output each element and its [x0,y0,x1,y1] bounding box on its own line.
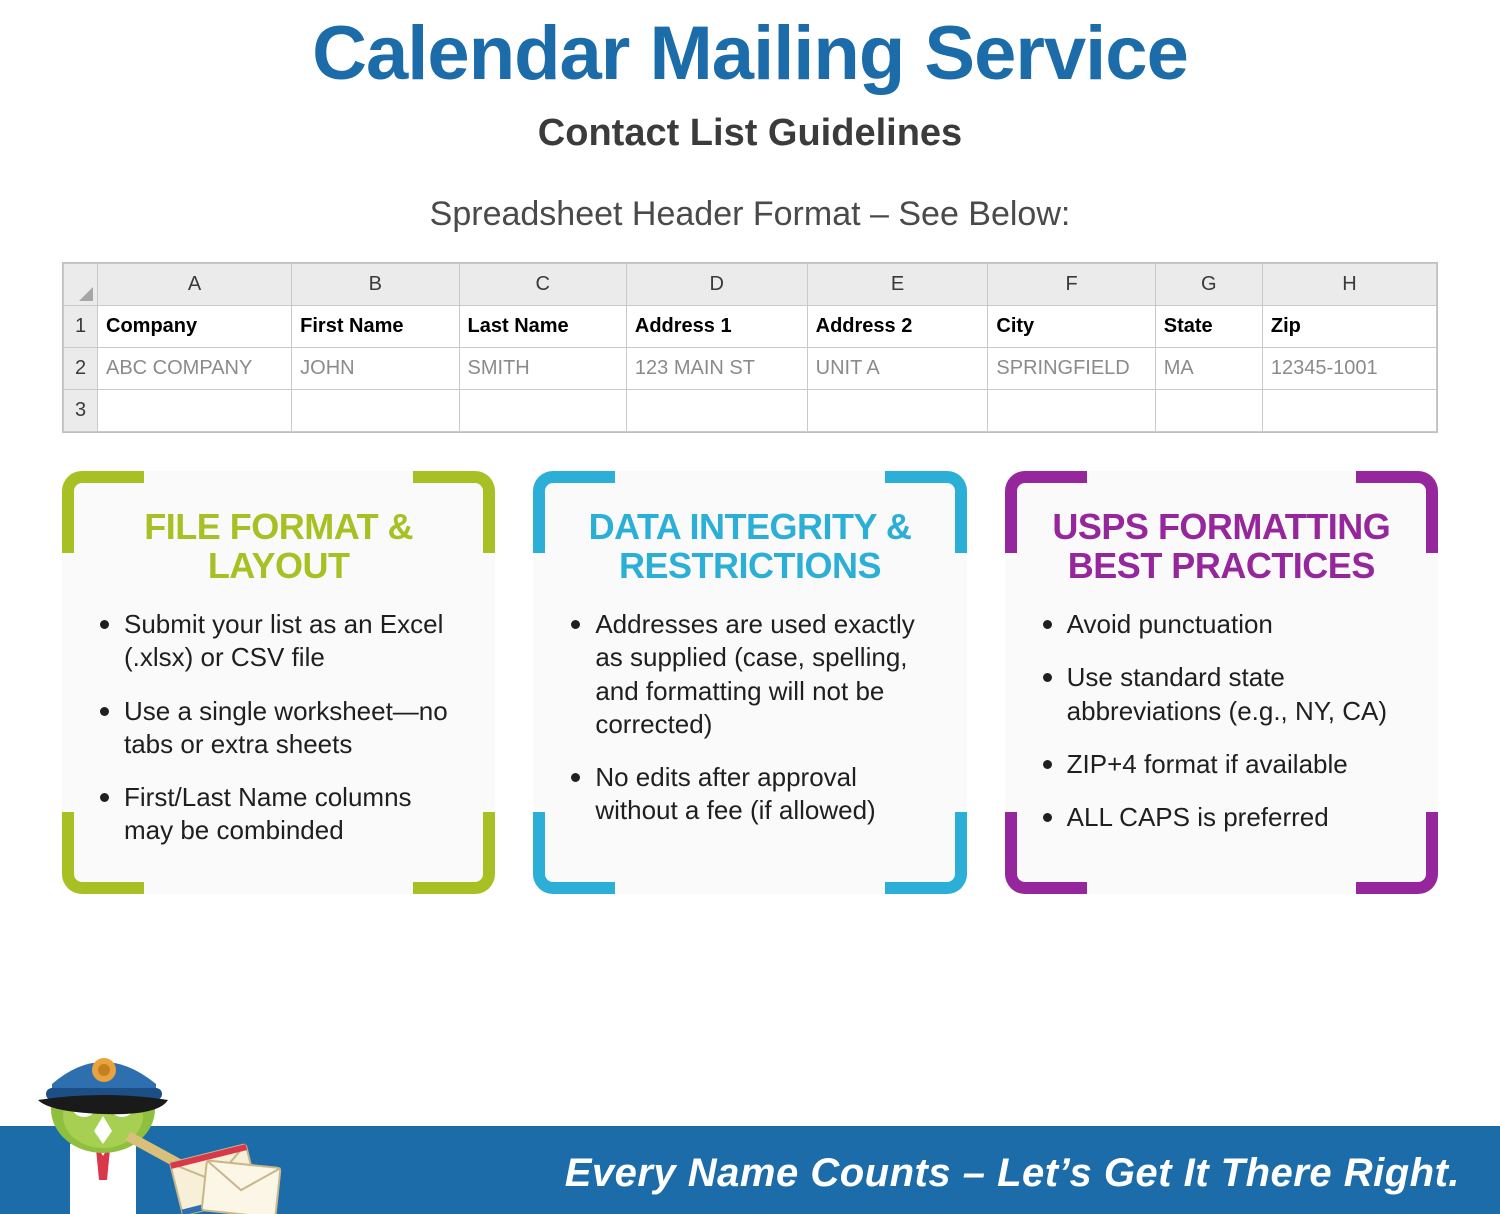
spreadsheet-preview [62,262,1438,433]
row-header-2[interactable]: 2 [64,347,98,389]
cell-c2[interactable]: SMITH [459,347,626,389]
cell-h3[interactable] [1262,389,1436,431]
column-header-h[interactable]: H [1262,263,1436,305]
section-note: Spreadsheet Header Format – See Below: [429,194,1071,233]
table-row [64,347,1437,389]
cell-a1[interactable]: Company [98,305,292,347]
cell-c1[interactable]: Last Name [459,305,626,347]
card-list [88,608,469,848]
card-title: DATA INTEGRITY & RESTRICTIONS [588,505,912,587]
spreadsheet-table [63,263,1437,432]
list-item: Submit your list as an Excel (.xlsx) or CSV file [94,608,465,675]
column-header-c[interactable]: C [459,263,626,305]
list-item: Avoid punctuation [1037,608,1408,641]
cell-a3[interactable] [98,389,292,431]
cell-g1[interactable]: State [1155,305,1262,347]
card-file-format-layout [62,471,495,894]
select-all-corner[interactable] [64,263,98,305]
footer-tagline: Every Name Counts – Let’s Get It There Right. [564,1151,1460,1195]
cell-e3[interactable] [807,389,988,431]
cell-b3[interactable] [292,389,459,431]
cell-f1[interactable]: City [988,305,1155,347]
column-header-row [64,263,1437,305]
row-header-3[interactable]: 3 [64,389,98,431]
cell-c3[interactable] [459,389,626,431]
list-item: No edits after approval without a fee (if allowed) [565,761,936,828]
card-title: USPS FORMATTING BEST PRACTICES [1052,505,1391,587]
table-row [64,305,1437,347]
card-list [559,608,940,828]
cell-b2[interactable]: JOHN [292,347,459,389]
mascot-postal-bird-icon [8,1004,308,1214]
cell-e2[interactable]: UNIT A [807,347,988,389]
card-list [1031,608,1412,834]
corner-bracket-icon [533,471,615,553]
cell-a2[interactable]: ABC COMPANY [98,347,292,389]
list-item: Use standard state abbreviations (e.g., NY, CA) [1037,661,1408,728]
cell-g3[interactable] [1155,389,1262,431]
list-item: Use a single worksheet—no tabs or extra sheets [94,695,465,762]
table-row [64,389,1437,431]
cell-g2[interactable]: MA [1155,347,1262,389]
cell-b1[interactable]: First Name [292,305,459,347]
card-title: FILE FORMAT & LAYOUT [144,505,414,587]
cell-h1[interactable]: Zip [1262,305,1436,347]
corner-bracket-icon [413,471,495,553]
card-usps-formatting-best-practices [1005,471,1438,894]
corner-bracket-icon [885,471,967,553]
page-title: Calendar Mailing Service [312,11,1188,96]
page-subtitle: Contact List Guidelines [537,111,963,154]
column-header-b[interactable]: B [292,263,459,305]
card-data-integrity-restrictions [533,471,966,894]
corner-bracket-icon [62,471,144,553]
column-header-g[interactable]: G [1155,263,1262,305]
cell-e1[interactable]: Address 2 [807,305,988,347]
list-item: Addresses are used exactly as supplied (case, spelling, and formatting will not be corrected) [565,608,936,741]
cell-d2[interactable]: 123 MAIN ST [626,347,807,389]
cell-f2[interactable]: SPRINGFIELD [988,347,1155,389]
cell-d1[interactable]: Address 1 [626,305,807,347]
corner-triangle-icon [79,287,93,301]
guideline-cards [62,471,1438,894]
column-header-a[interactable]: A [98,263,292,305]
corner-bracket-icon [1356,471,1438,553]
column-header-d[interactable]: D [626,263,807,305]
cell-d3[interactable] [626,389,807,431]
list-item: First/Last Name columns may be combinded [94,781,465,848]
list-item: ZIP+4 format if available [1037,748,1408,781]
row-header-1[interactable]: 1 [64,305,98,347]
column-header-f[interactable]: F [988,263,1155,305]
cell-f3[interactable] [988,389,1155,431]
cell-h2[interactable]: 12345-1001 [1262,347,1436,389]
list-item: ALL CAPS is preferred [1037,801,1408,834]
column-header-e[interactable]: E [807,263,988,305]
corner-bracket-icon [1005,471,1087,553]
